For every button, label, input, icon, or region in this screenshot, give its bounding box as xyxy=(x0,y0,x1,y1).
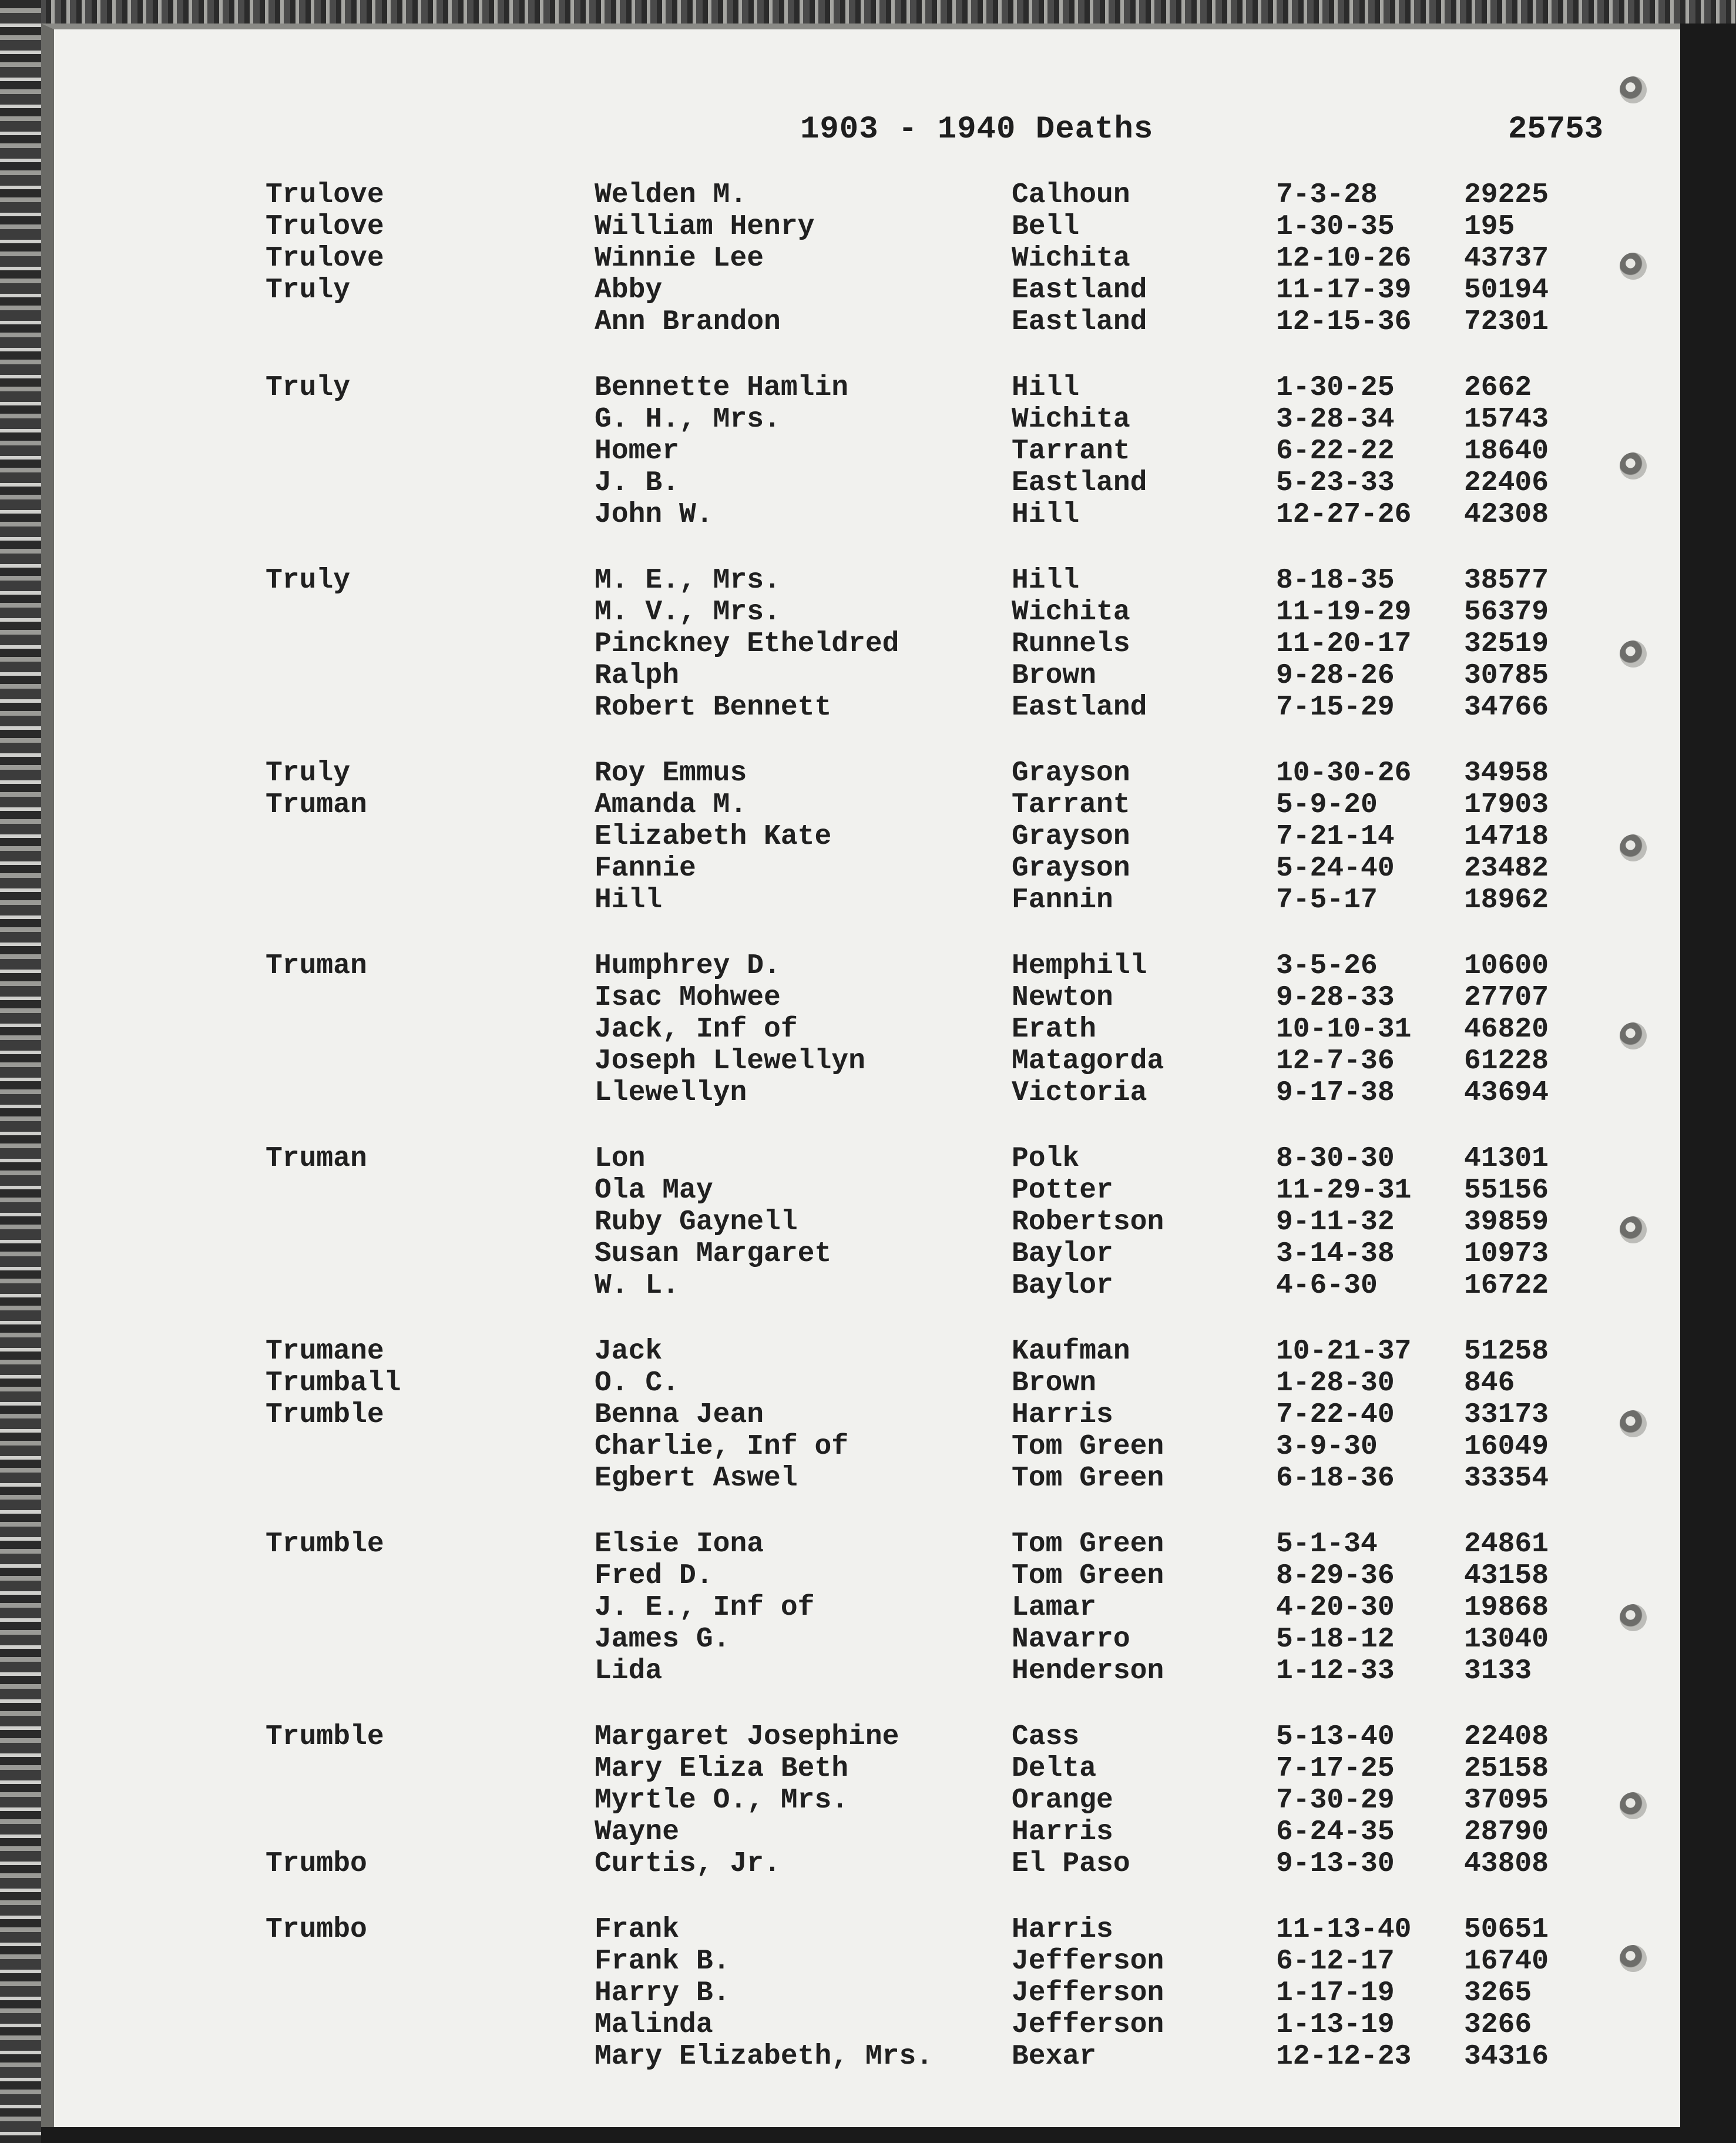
county-cell: Eastland xyxy=(1012,692,1147,723)
record-row xyxy=(54,982,1680,1014)
certificate-number-cell: 14718 xyxy=(1464,821,1549,853)
certificate-number-cell: 51258 xyxy=(1464,1336,1549,1367)
death-date-cell: 8-18-35 xyxy=(1276,565,1395,596)
county-cell: Delta xyxy=(1012,1753,1097,1785)
certificate-number-cell: 28790 xyxy=(1464,1816,1549,1848)
county-cell: Tom Green xyxy=(1012,1463,1164,1494)
record-group xyxy=(54,950,1680,1109)
certificate-number-cell: 37095 xyxy=(1464,1785,1549,1816)
death-date-cell: 5-13-40 xyxy=(1276,1721,1395,1753)
county-cell: Robertson xyxy=(1012,1206,1164,1238)
county-cell: Navarro xyxy=(1012,1624,1130,1655)
record-row xyxy=(54,1848,1680,1880)
certificate-number-cell: 16722 xyxy=(1464,1270,1549,1302)
punch-hole xyxy=(1620,1604,1647,1631)
given-name-cell: Malinda xyxy=(595,2009,713,2041)
certificate-number-cell: 50651 xyxy=(1464,1914,1549,1946)
given-name-cell: Frank xyxy=(595,1914,680,1946)
certificate-number-cell: 3266 xyxy=(1464,2009,1532,2041)
county-cell: Tom Green xyxy=(1012,1431,1164,1463)
record-row xyxy=(54,628,1680,660)
death-date-cell: 12-10-26 xyxy=(1276,243,1412,274)
given-name-cell: Pinckney Etheldred xyxy=(595,628,899,660)
certificate-number-cell: 72301 xyxy=(1464,306,1549,338)
record-row xyxy=(54,884,1680,916)
death-date-cell: 7-21-14 xyxy=(1276,821,1395,853)
county-cell: Lamar xyxy=(1012,1592,1097,1624)
certificate-number-cell: 27707 xyxy=(1464,982,1549,1014)
record-row xyxy=(54,1077,1680,1109)
punch-hole xyxy=(1620,76,1647,103)
given-name-cell: Ann Brandon xyxy=(595,306,781,338)
given-name-cell: William Henry xyxy=(595,211,815,243)
record-row xyxy=(54,1785,1680,1816)
death-date-cell: 1-13-19 xyxy=(1276,2009,1395,2041)
punch-hole xyxy=(1620,640,1647,668)
surname-cell: Trumball xyxy=(266,1367,401,1399)
death-date-cell: 12-27-26 xyxy=(1276,499,1412,531)
record-row xyxy=(54,596,1680,628)
given-name-cell: G. H., Mrs. xyxy=(595,404,781,435)
certificate-number-cell: 16049 xyxy=(1464,1431,1549,1463)
county-cell: Calhoun xyxy=(1012,179,1130,211)
death-date-cell: 6-22-22 xyxy=(1276,435,1395,467)
county-cell: Baylor xyxy=(1012,1270,1113,1302)
death-date-cell: 3-5-26 xyxy=(1276,950,1378,982)
surname-cell: Trumane xyxy=(266,1336,384,1367)
record-row xyxy=(54,499,1680,531)
given-name-cell: Roy Emmus xyxy=(595,757,747,789)
death-date-cell: 1-17-19 xyxy=(1276,1977,1395,2009)
county-cell: Tom Green xyxy=(1012,1528,1164,1560)
given-name-cell: Ruby Gaynell xyxy=(595,1206,798,1238)
record-row xyxy=(54,821,1680,853)
certificate-number-cell: 10600 xyxy=(1464,950,1549,982)
record-group xyxy=(54,757,1680,916)
certificate-number-cell: 18640 xyxy=(1464,435,1549,467)
given-name-cell: Ralph xyxy=(595,660,680,692)
record-row xyxy=(54,853,1680,884)
record-row xyxy=(54,1528,1680,1560)
certificate-number-cell: 16740 xyxy=(1464,1946,1549,1977)
county-cell: Orange xyxy=(1012,1785,1113,1816)
record-row xyxy=(54,1270,1680,1302)
death-date-cell: 12-7-36 xyxy=(1276,1045,1395,1077)
certificate-number-cell: 61228 xyxy=(1464,1045,1549,1077)
given-name-cell: Susan Margaret xyxy=(595,1238,832,1270)
record-row xyxy=(54,404,1680,435)
certificate-number-cell: 17903 xyxy=(1464,789,1549,821)
death-date-cell: 3-28-34 xyxy=(1276,404,1395,435)
death-date-cell: 7-30-29 xyxy=(1276,1785,1395,1816)
record-group xyxy=(54,1721,1680,1880)
record-row xyxy=(54,1946,1680,1977)
death-date-cell: 11-13-40 xyxy=(1276,1914,1412,1946)
county-cell: Baylor xyxy=(1012,1238,1113,1270)
death-date-cell: 5-18-12 xyxy=(1276,1624,1395,1655)
record-row xyxy=(54,1175,1680,1206)
punch-hole xyxy=(1620,452,1647,479)
given-name-cell: Benna Jean xyxy=(595,1399,764,1431)
record-row xyxy=(54,1399,1680,1431)
given-name-cell: W. L. xyxy=(595,1270,680,1302)
record-row xyxy=(54,1206,1680,1238)
surname-cell: Truly xyxy=(266,757,351,789)
certificate-number-cell: 846 xyxy=(1464,1367,1515,1399)
record-row xyxy=(54,1753,1680,1785)
death-date-cell: 11-20-17 xyxy=(1276,628,1412,660)
surname-cell: Truly xyxy=(266,372,351,404)
county-cell: Eastland xyxy=(1012,306,1147,338)
page-header xyxy=(54,112,1680,159)
death-date-cell: 4-20-30 xyxy=(1276,1592,1395,1624)
surname-cell: Truman xyxy=(266,1143,367,1175)
record-row xyxy=(54,274,1680,306)
county-cell: Bexar xyxy=(1012,2041,1097,2072)
record-row xyxy=(54,1592,1680,1624)
scan-top-edge xyxy=(0,0,1736,24)
record-group xyxy=(54,1914,1680,2072)
county-cell: Fannin xyxy=(1012,884,1113,916)
death-date-cell: 6-18-36 xyxy=(1276,1463,1395,1494)
given-name-cell: Elsie Iona xyxy=(595,1528,764,1560)
certificate-number-cell: 42308 xyxy=(1464,499,1549,531)
record-row xyxy=(54,565,1680,596)
record-row xyxy=(54,467,1680,499)
death-date-cell: 7-3-28 xyxy=(1276,179,1378,211)
scan-left-edge xyxy=(0,0,41,2143)
given-name-cell: O. C. xyxy=(595,1367,680,1399)
certificate-number-cell: 46820 xyxy=(1464,1014,1549,1045)
county-cell: Grayson xyxy=(1012,757,1130,789)
county-cell: Wichita xyxy=(1012,596,1130,628)
given-name-cell: Elizabeth Kate xyxy=(595,821,832,853)
county-cell: Hill xyxy=(1012,372,1080,404)
record-row xyxy=(54,306,1680,338)
given-name-cell: Jack xyxy=(595,1336,663,1367)
record-row xyxy=(54,2009,1680,2041)
certificate-number-cell: 23482 xyxy=(1464,853,1549,884)
certificate-number-cell: 2662 xyxy=(1464,372,1532,404)
record-group xyxy=(54,565,1680,723)
death-date-cell: 5-1-34 xyxy=(1276,1528,1378,1560)
given-name-cell: Isac Mohwee xyxy=(595,982,781,1014)
certificate-number-cell: 34316 xyxy=(1464,2041,1549,2072)
page-title: 1903 - 1940 Deaths xyxy=(800,112,1154,147)
surname-cell: Trumble xyxy=(266,1528,384,1560)
death-date-cell: 12-12-23 xyxy=(1276,2041,1412,2072)
given-name-cell: Amanda M. xyxy=(595,789,747,821)
record-group xyxy=(54,1143,1680,1302)
given-name-cell: Abby xyxy=(595,274,663,306)
county-cell: Victoria xyxy=(1012,1077,1147,1109)
ledger-page xyxy=(41,24,1680,2127)
punch-hole xyxy=(1620,1022,1647,1049)
death-date-cell: 7-17-25 xyxy=(1276,1753,1395,1785)
county-cell: Jefferson xyxy=(1012,1977,1164,2009)
death-date-cell: 3-9-30 xyxy=(1276,1431,1378,1463)
record-row xyxy=(54,211,1680,243)
surname-cell: Trulove xyxy=(266,179,384,211)
death-date-cell: 7-15-29 xyxy=(1276,692,1395,723)
county-cell: Jefferson xyxy=(1012,2009,1164,2041)
record-group xyxy=(54,1528,1680,1687)
death-date-cell: 10-21-37 xyxy=(1276,1336,1412,1367)
death-date-cell: 1-30-35 xyxy=(1276,211,1395,243)
death-date-cell: 7-5-17 xyxy=(1276,884,1378,916)
surname-cell: Truman xyxy=(266,789,367,821)
county-cell: Hill xyxy=(1012,565,1080,596)
record-row xyxy=(54,1721,1680,1753)
death-date-cell: 11-19-29 xyxy=(1276,596,1412,628)
given-name-cell: Jack, Inf of xyxy=(595,1014,798,1045)
county-cell: El Paso xyxy=(1012,1848,1130,1880)
certificate-number-cell: 32519 xyxy=(1464,628,1549,660)
county-cell: Bell xyxy=(1012,211,1080,243)
county-cell: Harris xyxy=(1012,1816,1113,1848)
death-date-cell: 11-29-31 xyxy=(1276,1175,1412,1206)
county-cell: Hill xyxy=(1012,499,1080,531)
surname-cell: Trumble xyxy=(266,1721,384,1753)
given-name-cell: Charlie, Inf of xyxy=(595,1431,849,1463)
record-row xyxy=(54,950,1680,982)
county-cell: Kaufman xyxy=(1012,1336,1130,1367)
county-cell: Grayson xyxy=(1012,853,1130,884)
certificate-number-cell: 29225 xyxy=(1464,179,1549,211)
death-date-cell: 3-14-38 xyxy=(1276,1238,1395,1270)
record-row xyxy=(54,1560,1680,1592)
record-row xyxy=(54,1014,1680,1045)
death-date-cell: 7-22-40 xyxy=(1276,1399,1395,1431)
given-name-cell: Curtis, Jr. xyxy=(595,1848,781,1880)
death-date-cell: 12-15-36 xyxy=(1276,306,1412,338)
record-group xyxy=(54,372,1680,531)
given-name-cell: Fannie xyxy=(595,853,696,884)
death-date-cell: 8-29-36 xyxy=(1276,1560,1395,1592)
given-name-cell: Ola May xyxy=(595,1175,713,1206)
given-name-cell: Fred D. xyxy=(595,1560,713,1592)
certificate-number-cell: 50194 xyxy=(1464,274,1549,306)
record-row xyxy=(54,757,1680,789)
county-cell: Harris xyxy=(1012,1399,1113,1431)
certificate-number-cell: 13040 xyxy=(1464,1624,1549,1655)
certificate-number-cell: 43694 xyxy=(1464,1077,1549,1109)
given-name-cell: Hill xyxy=(595,884,663,916)
given-name-cell: Lon xyxy=(595,1143,646,1175)
given-name-cell: James G. xyxy=(595,1624,730,1655)
county-cell: Grayson xyxy=(1012,821,1130,853)
certificate-number-cell: 22408 xyxy=(1464,1721,1549,1753)
given-name-cell: Harry B. xyxy=(595,1977,730,2009)
given-name-cell: M. V., Mrs. xyxy=(595,596,781,628)
certificate-number-cell: 30785 xyxy=(1464,660,1549,692)
county-cell: Runnels xyxy=(1012,628,1130,660)
given-name-cell: J. B. xyxy=(595,467,680,499)
death-date-cell: 6-12-17 xyxy=(1276,1946,1395,1977)
punch-hole xyxy=(1620,834,1647,861)
county-cell: Wichita xyxy=(1012,243,1130,274)
given-name-cell: Myrtle O., Mrs. xyxy=(595,1785,849,1816)
given-name-cell: Winnie Lee xyxy=(595,243,764,274)
county-cell: Tom Green xyxy=(1012,1560,1164,1592)
surname-cell: Truman xyxy=(266,950,367,982)
certificate-number-cell: 195 xyxy=(1464,211,1515,243)
certificate-number-cell: 34958 xyxy=(1464,757,1549,789)
surname-cell: Trumbo xyxy=(266,1914,367,1946)
record-row xyxy=(54,1238,1680,1270)
certificate-number-cell: 43158 xyxy=(1464,1560,1549,1592)
death-date-cell: 9-28-33 xyxy=(1276,982,1395,1014)
certificate-number-cell: 3133 xyxy=(1464,1655,1532,1687)
county-cell: Henderson xyxy=(1012,1655,1164,1687)
death-date-cell: 5-23-33 xyxy=(1276,467,1395,499)
death-date-cell: 4-6-30 xyxy=(1276,1270,1378,1302)
punch-hole xyxy=(1620,1792,1647,1819)
punch-hole xyxy=(1620,1410,1647,1437)
record-row xyxy=(54,1914,1680,1946)
given-name-cell: Welden M. xyxy=(595,179,747,211)
record-row xyxy=(54,2041,1680,2072)
death-date-cell: 1-28-30 xyxy=(1276,1367,1395,1399)
record-row xyxy=(54,1655,1680,1687)
county-cell: Harris xyxy=(1012,1914,1113,1946)
record-row xyxy=(54,1045,1680,1077)
county-cell: Tarrant xyxy=(1012,435,1130,467)
death-date-cell: 9-11-32 xyxy=(1276,1206,1395,1238)
given-name-cell: M. E., Mrs. xyxy=(595,565,781,596)
certificate-number-cell: 43808 xyxy=(1464,1848,1549,1880)
county-cell: Brown xyxy=(1012,660,1097,692)
given-name-cell: Mary Eliza Beth xyxy=(595,1753,849,1785)
given-name-cell: Humphrey D. xyxy=(595,950,781,982)
record-row xyxy=(54,179,1680,211)
county-cell: Eastland xyxy=(1012,467,1147,499)
punch-hole-column xyxy=(1620,29,1667,2127)
record-row xyxy=(54,372,1680,404)
surname-cell: Trumbo xyxy=(266,1848,367,1880)
record-row xyxy=(54,1431,1680,1463)
record-group xyxy=(54,1336,1680,1494)
punch-hole xyxy=(1620,1945,1647,1972)
certificate-number-cell: 39859 xyxy=(1464,1206,1549,1238)
record-row xyxy=(54,1624,1680,1655)
county-cell: Hemphill xyxy=(1012,950,1147,982)
death-date-cell: 11-17-39 xyxy=(1276,274,1412,306)
certificate-number-cell: 19868 xyxy=(1464,1592,1549,1624)
given-name-cell: John W. xyxy=(595,499,713,531)
surname-cell: Truly xyxy=(266,274,351,306)
death-date-cell: 9-13-30 xyxy=(1276,1848,1395,1880)
certificate-number-cell: 24861 xyxy=(1464,1528,1549,1560)
certificate-number-cell: 41301 xyxy=(1464,1143,1549,1175)
county-cell: Erath xyxy=(1012,1014,1097,1045)
certificate-number-cell: 55156 xyxy=(1464,1175,1549,1206)
given-name-cell: Mary Elizabeth, Mrs. xyxy=(595,2041,934,2072)
page-number: 25753 xyxy=(1508,112,1604,147)
record-row xyxy=(54,1463,1680,1494)
given-name-cell: Bennette Hamlin xyxy=(595,372,849,404)
given-name-cell: Homer xyxy=(595,435,680,467)
record-row xyxy=(54,660,1680,692)
death-date-cell: 5-9-20 xyxy=(1276,789,1378,821)
record-row xyxy=(54,1336,1680,1367)
death-date-cell: 9-17-38 xyxy=(1276,1077,1395,1109)
record-row xyxy=(54,435,1680,467)
death-date-cell: 8-30-30 xyxy=(1276,1143,1395,1175)
record-row xyxy=(54,1977,1680,2009)
punch-hole xyxy=(1620,1216,1647,1243)
certificate-number-cell: 43737 xyxy=(1464,243,1549,274)
given-name-cell: Lida xyxy=(595,1655,663,1687)
certificate-number-cell: 33173 xyxy=(1464,1399,1549,1431)
death-record-list xyxy=(54,179,1680,2107)
certificate-number-cell: 3265 xyxy=(1464,1977,1532,2009)
death-date-cell: 10-10-31 xyxy=(1276,1014,1412,1045)
county-cell: Wichita xyxy=(1012,404,1130,435)
given-name-cell: Egbert Aswel xyxy=(595,1463,798,1494)
record-row xyxy=(54,1816,1680,1848)
death-date-cell: 1-30-25 xyxy=(1276,372,1395,404)
county-cell: Potter xyxy=(1012,1175,1113,1206)
certificate-number-cell: 18962 xyxy=(1464,884,1549,916)
record-row xyxy=(54,692,1680,723)
death-date-cell: 10-30-26 xyxy=(1276,757,1412,789)
record-row xyxy=(54,1367,1680,1399)
county-cell: Newton xyxy=(1012,982,1113,1014)
county-cell: Polk xyxy=(1012,1143,1080,1175)
given-name-cell: Robert Bennett xyxy=(595,692,832,723)
given-name-cell: Frank B. xyxy=(595,1946,730,1977)
death-date-cell: 9-28-26 xyxy=(1276,660,1395,692)
county-cell: Eastland xyxy=(1012,274,1147,306)
given-name-cell: Margaret Josephine xyxy=(595,1721,899,1753)
surname-cell: Truly xyxy=(266,565,351,596)
certificate-number-cell: 38577 xyxy=(1464,565,1549,596)
county-cell: Matagorda xyxy=(1012,1045,1164,1077)
county-cell: Brown xyxy=(1012,1367,1097,1399)
record-row xyxy=(54,789,1680,821)
certificate-number-cell: 33354 xyxy=(1464,1463,1549,1494)
punch-hole xyxy=(1620,253,1647,280)
death-date-cell: 5-24-40 xyxy=(1276,853,1395,884)
certificate-number-cell: 10973 xyxy=(1464,1238,1549,1270)
given-name-cell: Llewellyn xyxy=(595,1077,747,1109)
county-cell: Jefferson xyxy=(1012,1946,1164,1977)
death-date-cell: 6-24-35 xyxy=(1276,1816,1395,1848)
certificate-number-cell: 22406 xyxy=(1464,467,1549,499)
surname-cell: Trulove xyxy=(266,243,384,274)
county-cell: Tarrant xyxy=(1012,789,1130,821)
certificate-number-cell: 34766 xyxy=(1464,692,1549,723)
county-cell: Cass xyxy=(1012,1721,1080,1753)
given-name-cell: Wayne xyxy=(595,1816,680,1848)
certificate-number-cell: 56379 xyxy=(1464,596,1549,628)
given-name-cell: Joseph Llewellyn xyxy=(595,1045,865,1077)
certificate-number-cell: 15743 xyxy=(1464,404,1549,435)
death-date-cell: 1-12-33 xyxy=(1276,1655,1395,1687)
record-row xyxy=(54,1143,1680,1175)
certificate-number-cell: 25158 xyxy=(1464,1753,1549,1785)
record-row xyxy=(54,243,1680,274)
surname-cell: Trulove xyxy=(266,211,384,243)
record-group xyxy=(54,179,1680,338)
given-name-cell: J. E., Inf of xyxy=(595,1592,815,1624)
surname-cell: Trumble xyxy=(266,1399,384,1431)
